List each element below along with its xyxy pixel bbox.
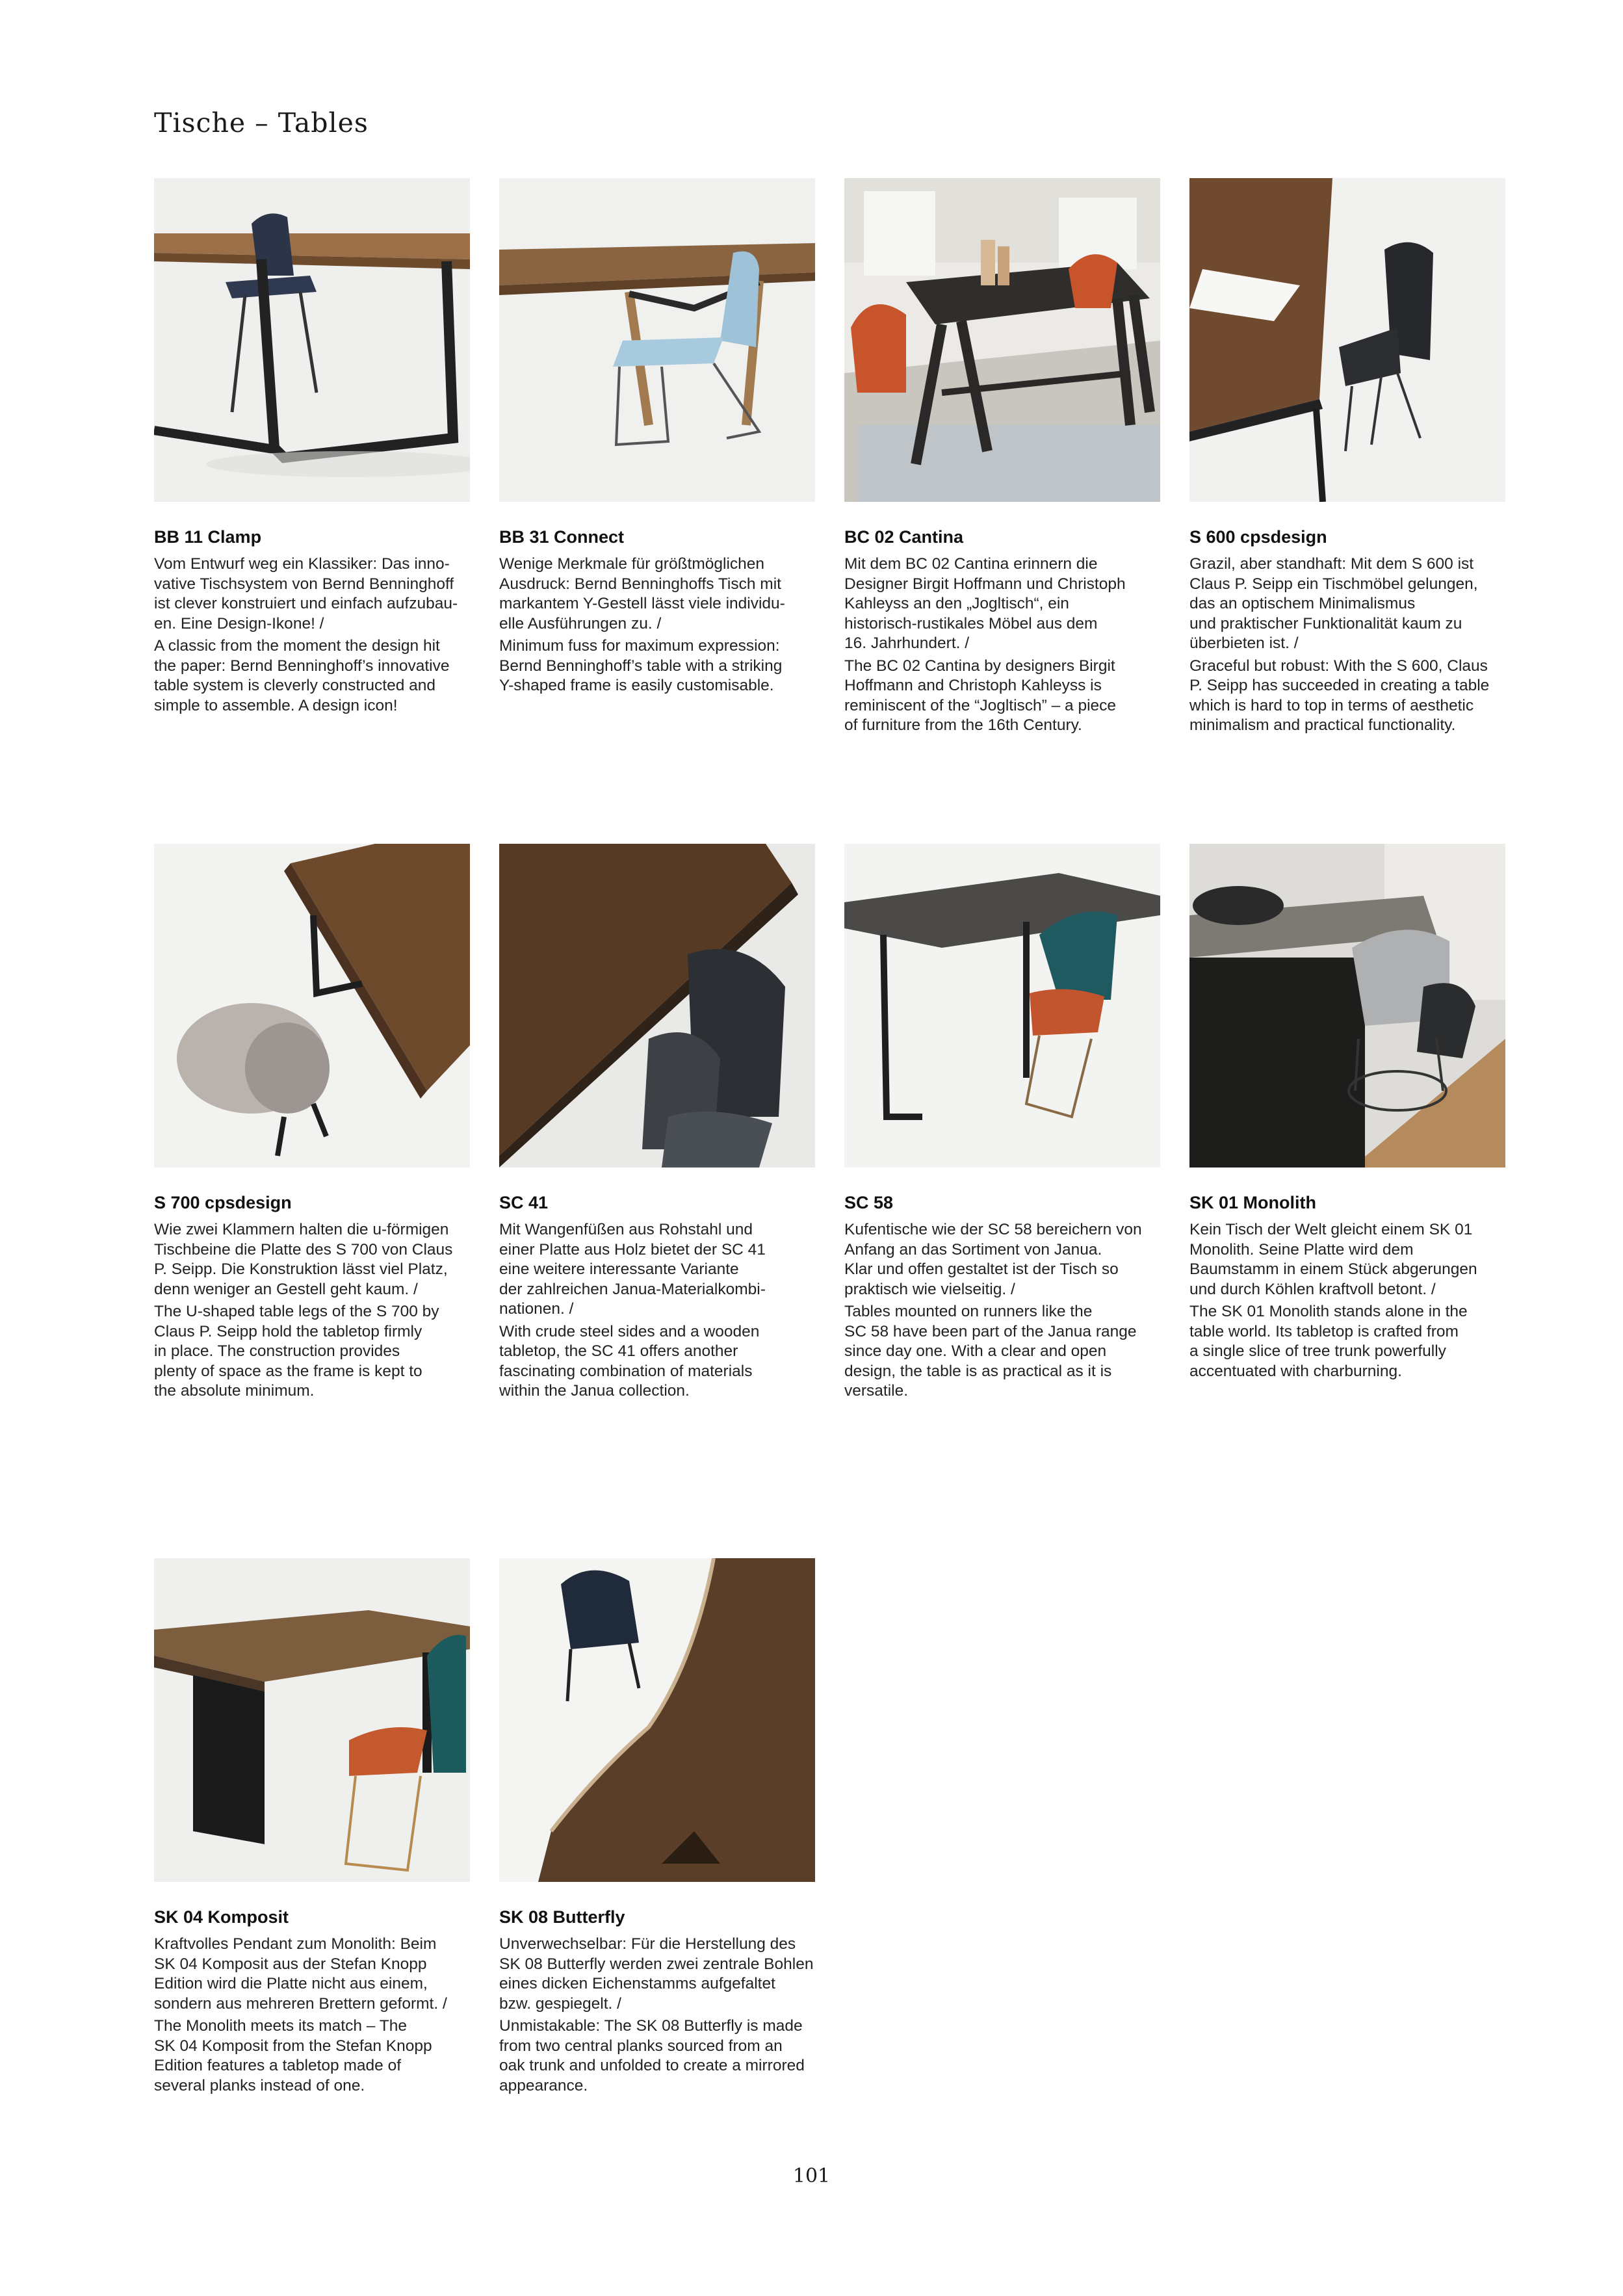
- table-chair-illustration: [499, 178, 815, 502]
- product-card-bb31-connect: [499, 178, 815, 696]
- product-photo: [844, 178, 1160, 502]
- product-description-de: Mit Wangenfüßen aus Rohstahl und einer Platte aus Holz bietet der SC 41 eine weitere interessante Variante der zahlreichen Janua-Materialkombi- nationen. /: [499, 1221, 766, 1318]
- product-card-s700-cpsdesign: [154, 844, 470, 1402]
- product-description-en: Unmistakable: The SK 08 Butterfly is made from two central planks sourced from an oak trunk and unfolded to create a mirrored appearance.: [499, 2017, 805, 2094]
- table-chair-illustration: [154, 1558, 470, 1882]
- product-card-sc41: [499, 844, 815, 1402]
- table-chair-illustration: [1189, 844, 1505, 1168]
- product-title: S 600 cpsdesign: [1189, 527, 1327, 547]
- product-description-en: The Monolith meets its match – The SK 04 Komposit from the Stefan Knopp Edition features a tabletop made of several planks instead of one.: [154, 2017, 432, 2094]
- product-card-sc58: [844, 844, 1160, 1402]
- table-chair-illustration: [844, 178, 1160, 502]
- product-title: BB 11 Clamp: [154, 527, 262, 547]
- product-title: SC 58: [844, 1193, 894, 1212]
- table-chair-illustration: [154, 844, 470, 1168]
- product-card-sk08-butterfly: [499, 1558, 815, 2096]
- table-chair-illustration: [844, 844, 1160, 1168]
- product-title: SC 41: [499, 1193, 549, 1212]
- page-number: 101: [792, 2165, 831, 2187]
- table-chair-illustration: [1189, 178, 1505, 502]
- table-chair-illustration: [499, 1558, 815, 1882]
- product-description-en: Minimum fuss for maximum expression: Bernd Benninghoff’s table with a striking Y-shaped frame is easily customisable.: [499, 637, 783, 694]
- product-photo: [154, 178, 470, 502]
- product-photo: [499, 1558, 815, 1882]
- product-description-de: Mit dem BC 02 Cantina erinnern die Designer Birgit Hoffmann und Christoph Kahleyss an den „Jogltisch“, ein historisch-rustikales Möbel aus dem 16. Jahrhundert. /: [844, 555, 1126, 652]
- product-card-sk01-monolith: [1189, 844, 1505, 1381]
- product-photo: [154, 1558, 470, 1882]
- page-heading: Tische – Tables: [154, 107, 369, 138]
- product-description-de: Unverwechselbar: Für die Herstellung des SK 08 Butterfly werden zwei zentrale Bohlen eines dicken Eichenstamms aufgefaltet bzw. gespiegelt. /: [499, 1935, 814, 2013]
- product-description-en: A classic from the moment the design hit the paper: Bernd Benninghoff’s innovative table system is cleverly constructed and simple to assemble. A design icon!: [154, 637, 450, 714]
- product-photo: [499, 844, 815, 1168]
- product-card-s600-cpsdesign: [1189, 178, 1505, 736]
- product-card-bc02-cantina: [844, 178, 1160, 736]
- product-description-de: Kein Tisch der Welt gleicht einem SK 01 Monolith. Seine Platte wird dem Baumstamm in einem Stück abgerungen und durch Köhlen kraftvoll betont. /: [1189, 1221, 1477, 1298]
- product-title: S 700 cpsdesign: [154, 1193, 292, 1212]
- product-description-de: Kufentische wie der SC 58 bereichern von Anfang an das Sortiment von Janua. Klar und offen gestaltet ist der Tisch so praktisch wie vielseitig. /: [844, 1221, 1142, 1298]
- product-title: SK 01 Monolith: [1189, 1193, 1316, 1212]
- product-card-bb11-clamp: [154, 178, 470, 716]
- product-photo: [844, 844, 1160, 1168]
- product-description-de: Wenige Merkmale für größtmöglichen Ausdruck: Bernd Benninghoffs Tisch mit markantem Y-Gestell lässt viele individu- elle Ausführungen zu. /: [499, 555, 785, 633]
- product-description-en: The SK 01 Monolith stands alone in the table world. Its tabletop is crafted from a single slice of tree trunk powerfully accentuated with charburning.: [1189, 1303, 1468, 1380]
- product-description-en: Graceful but robust: With the S 600, Claus P. Seipp has succeeded in creating a table which is hard to top in terms of aesthetic minimalism and practical functionality.: [1189, 657, 1490, 734]
- table-chair-illustration: [499, 844, 815, 1168]
- product-photo: [499, 178, 815, 502]
- product-title: BC 02 Cantina: [844, 527, 964, 547]
- product-description-en: With crude steel sides and a wooden tabletop, the SC 41 offers another fascinating combination of materials within the Janua collection.: [499, 1322, 760, 1400]
- product-photo: [154, 844, 470, 1168]
- product-title: SK 08 Butterfly: [499, 1907, 625, 1927]
- product-description-de: Vom Entwurf weg ein Klassiker: Das inno- vative Tischsystem von Bernd Benninghoff ist clever konstruiert und einfach aufzubau- en. Eine Design-Ikone! /: [154, 555, 458, 633]
- product-title: BB 31 Connect: [499, 527, 625, 547]
- product-photo: [1189, 844, 1505, 1168]
- product-description-de: Grazil, aber standhaft: Mit dem S 600 ist Claus P. Seipp ein Tischmöbel gelungen, das an optischem Minimalismus und praktischer Funktionalität kaum zu überbieten ist. /: [1189, 555, 1478, 652]
- product-description-de: Wie zwei Klammern halten die u-förmigen Tischbeine die Platte des S 700 von Claus P. Seipp. Die Konstruktion lässt viel Platz, denn weniger an Gestell geht kaum. /: [154, 1221, 453, 1298]
- product-photo: [1189, 178, 1505, 502]
- product-description-en: The BC 02 Cantina by designers Birgit Hoffmann and Christoph Kahleyss is reminiscent of the “Jogltisch” – a piece of furniture from the 16th Century.: [844, 657, 1117, 734]
- product-description-en: Tables mounted on runners like the SC 58 have been part of the Janua range since day one. With a clear and open design, the table is as practical as it is versatile.: [844, 1303, 1137, 1400]
- product-description-de: Kraftvolles Pendant zum Monolith: Beim SK 04 Komposit aus der Stefan Knopp Edition wird die Platte nicht aus einem, sondern aus mehreren Brettern geformt. /: [154, 1935, 447, 2013]
- product-card-sk04-komposit: [154, 1558, 470, 2096]
- product-title: SK 04 Komposit: [154, 1907, 289, 1927]
- product-description-en: The U-shaped table legs of the S 700 by Claus P. Seipp hold the tabletop firmly in place. The construction provides plenty of space as the frame is kept to the absolute minimum.: [154, 1303, 439, 1400]
- table-chair-illustration: [154, 178, 470, 502]
